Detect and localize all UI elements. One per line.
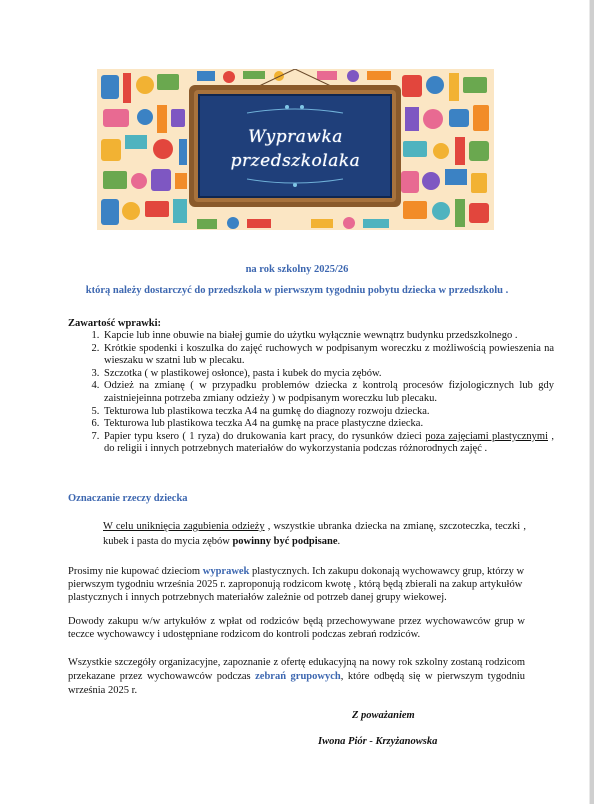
list-item: 6. Tekturowa lub plastikowa teczka A4 na gumkę na prace plastyczne dziecka. [102, 418, 554, 431]
marking-bold: powinny być podpisane [232, 536, 338, 547]
closing-regards: Z poważaniem [352, 710, 415, 721]
list-item: 7. Papier typu ksero ( 1 ryza) do drukowania kart pracy, do rysunków dzieci poza zajęciami plastycznymi , do religii i innych potrzebnych materiałów do wykorzystania podczas różnorodnych zajęć . [102, 431, 554, 456]
list-item: 4. Odzież na zmianę ( w przypadku problemów dziecka z kontrolą procesów fizjologicznych lub gdy zaistniejeinna potrzeba zmiany odzieży ) w podpisanym woreczku lub plecaku. [102, 380, 554, 405]
school-supplies-pattern [97, 69, 494, 230]
contents-list [72, 330, 554, 456]
signature: Iwona Piór - Krzyżanowska [318, 736, 438, 747]
highlight-meetings: zebrań grupowych [255, 671, 341, 682]
delivery-subtitle: którą należy dostarczyć do przedszkola w pierwszym tygodniu pobytu dziecka w przedszkolu . [85, 285, 509, 296]
banner-image [97, 69, 494, 230]
paragraph-receipts: Dowody zakupu w/w artykułów z wpłat od rodziców będą przechowywane przez wychowawców grup w teczce wychowawcy i udostępniane rodzicom do kontroli podczas zebrań rodziców. [68, 616, 525, 640]
list-item: 3. Szczotka ( w plastikowej osłonce), pasta i kubek do mycia zębów. [102, 368, 554, 381]
list-item: 2. Krótkie spodenki i koszulka do zajęć ruchowych w podpisanym woreczku z możliwością powieszenia na wieszaku w szatni lub w plecaku. [102, 343, 554, 368]
list-item: 5. Tekturowa lub plastikowa teczka A4 na gumkę do diagnozy rozwoju dziecka. [102, 406, 554, 419]
banner-title-line2: przedszkolaka [230, 151, 361, 171]
banner-title-line1: Wyprawka [248, 127, 343, 147]
list-item: 1. Kapcie lub inne obuwie na białej gumie do użytku wyłącznie wewnątrz budynku przedszkolnego . [102, 330, 554, 343]
highlight-wyprawek: wyprawek [202, 566, 250, 577]
paragraph-supplies: Prosimy nie kupować dzieciom wyprawek plastycznych. Ich zakupu dokonają wychowawcy grup, którzy w pierwszym tygodniu września 2025 r. zaproponują rodzicom kwotę , którą będą zbierali na zakup artykułów plastycznych i innych potrzebnych materiałów zależnie od potrzeb danej grupy wiekowej. [68, 566, 525, 603]
paragraph-organization: Wszystkie szczegóły organizacyjne, zapoznanie z ofertę edukacyjną na nowy rok szkolny zostaną rodzicom przekazane przez wychowawców podczas zebrań grupowych, które odbędą się w pierwszym tygodniu września 2025 r. [68, 657, 525, 696]
page-edge [590, 0, 594, 804]
marking-underlined: W celu uniknięcia zagubienia odzieży [103, 521, 265, 532]
marking-paragraph: W celu uniknięcia zagubienia odzieży , wszystkie ubranka dziecka na zmianę, szczoteczka, teczki , kubek i pasta do mycia zębów powinny być podpisane. [103, 521, 526, 547]
school-year-line: na rok szkolny 2025/26 [245, 264, 349, 275]
marking-heading: Oznaczanie rzeczy dziecka [68, 493, 188, 504]
underlined-phrase: poza zajęciami plastycznymi [425, 430, 548, 442]
contents-label: Zawartość wprawki: [68, 318, 162, 329]
